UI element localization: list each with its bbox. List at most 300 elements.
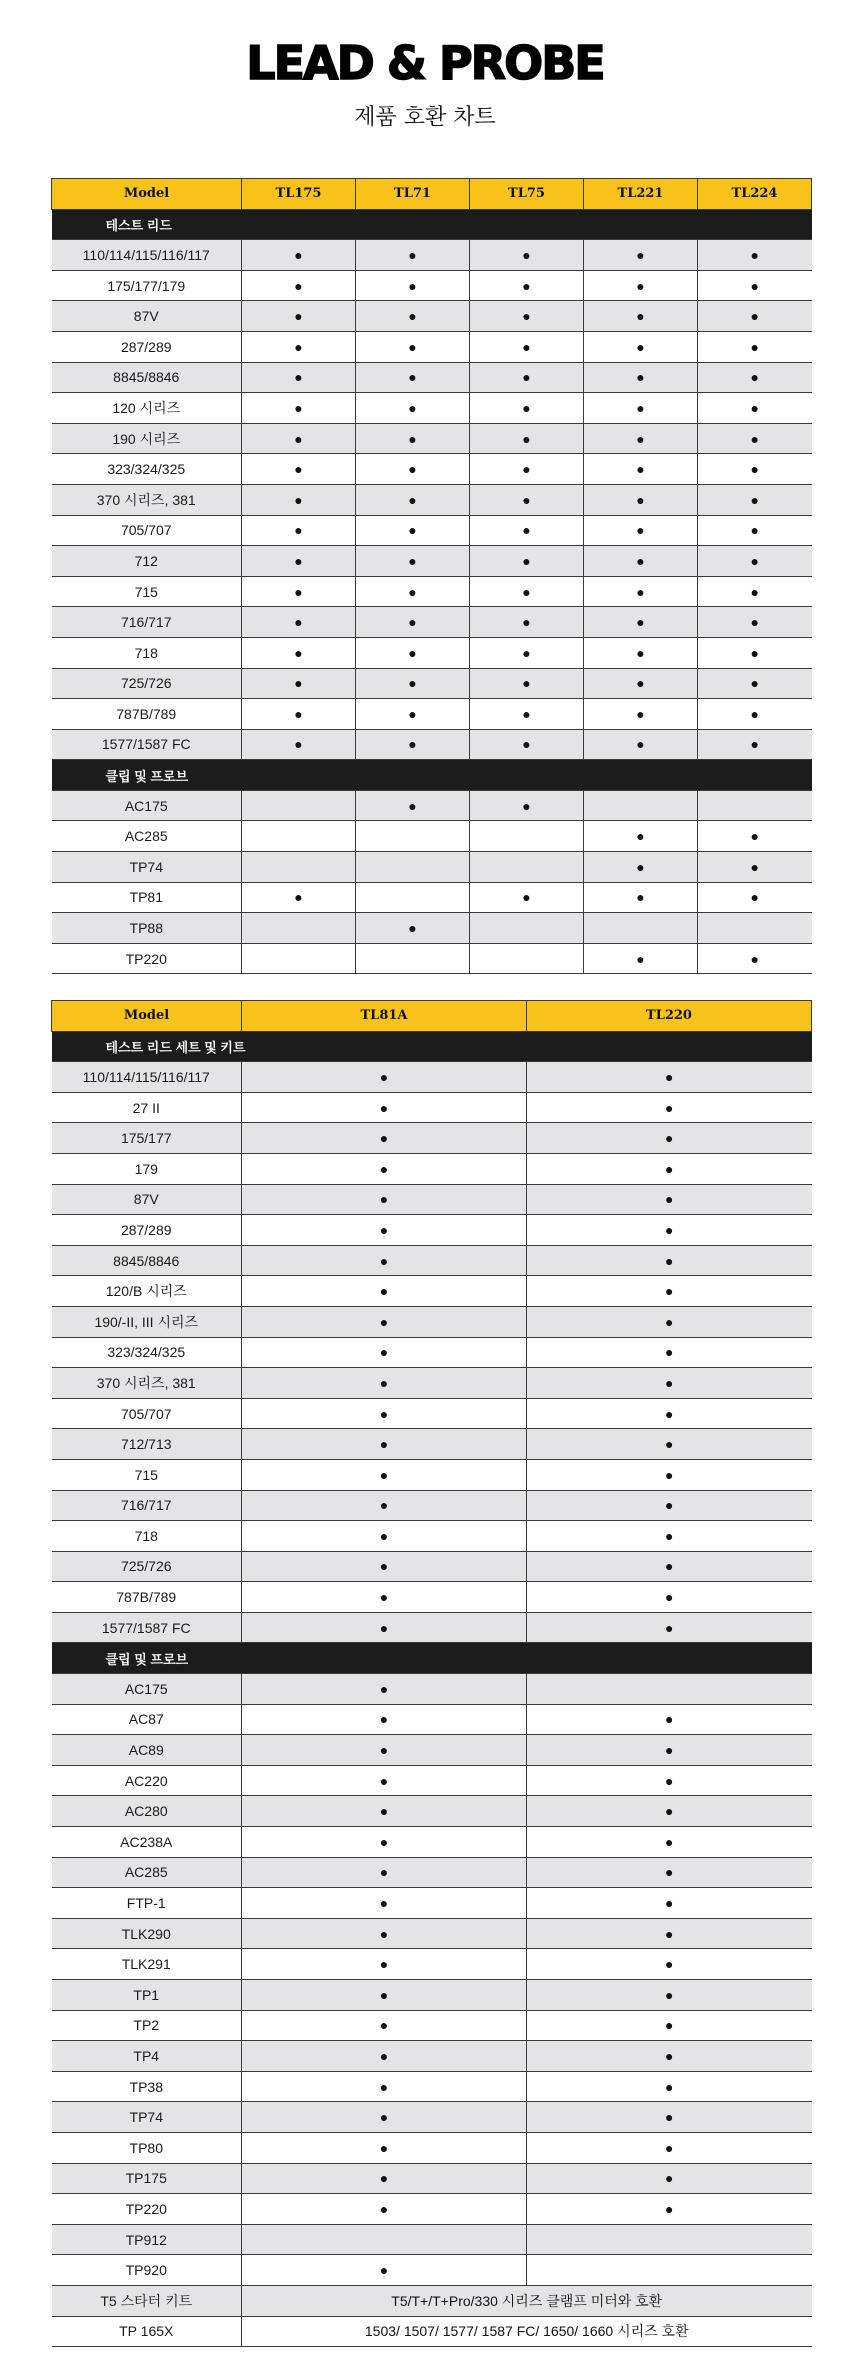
table-row [52,1827,812,1858]
compatible-dot: ● [470,790,584,821]
compatible-dot: ● [527,1184,812,1215]
compatible-dot: ● [470,882,584,913]
table-header-row [52,179,812,210]
compatible-dot: ● [242,1674,527,1705]
compatible-dot: ● [356,699,470,730]
compatible-dot: ● [698,240,812,271]
table-row [52,2285,812,2316]
compatible-dot: ● [698,270,812,301]
table-row [52,1551,812,1582]
table-row [52,2041,812,2072]
table-row [52,2102,812,2133]
compatible-dot: ● [242,270,356,301]
model-cell: 190 시리즈 [52,423,242,454]
model-cell: 705/707 [52,1398,242,1429]
compatible-dot: ● [527,1368,812,1399]
table-row [52,1735,812,1766]
empty-cell [356,821,470,852]
compatible-dot: ● [242,1765,527,1796]
compatible-dot: ● [698,454,812,485]
compatible-dot: ● [527,1459,812,1490]
compatible-dot: ● [242,1459,527,1490]
compatible-dot: ● [242,1368,527,1399]
model-cell: TP81 [52,882,242,913]
compatible-dot: ● [470,331,584,362]
compatible-dot: ● [242,2255,527,2286]
table-row [52,821,812,852]
compatible-dot: ● [470,576,584,607]
table-row [52,1490,812,1521]
compatible-dot: ● [527,2071,812,2102]
compatible-dot: ● [356,362,470,393]
compatible-dot: ● [242,1276,527,1307]
model-cell: AC280 [52,1796,242,1827]
compatible-dot: ● [242,1612,527,1643]
table-row [52,1765,812,1796]
compatible-dot: ● [242,1980,527,2011]
compatible-dot: ● [242,1827,527,1858]
model-cell: 175/177 [52,1123,242,1154]
section-header-row [52,1031,812,1062]
compatible-dot: ● [242,607,356,638]
model-cell: AC175 [52,1674,242,1705]
table-row [52,852,812,883]
compatible-dot: ● [242,1888,527,1919]
table-row [52,1980,812,2011]
table-row [52,882,812,913]
compatible-dot: ● [356,484,470,515]
table-row [52,790,812,821]
table-row [52,729,812,760]
compatible-dot: ● [527,1980,812,2011]
column-header: TL221 [584,179,698,210]
compatible-dot: ● [242,301,356,332]
compatible-dot: ● [584,301,698,332]
compatible-dot: ● [698,637,812,668]
compatible-dot: ● [584,331,698,362]
compatible-dot: ● [356,515,470,546]
table-row [52,2071,812,2102]
model-cell: 787B/789 [52,699,242,730]
compatible-dot: ● [470,423,584,454]
compatible-dot: ● [698,607,812,638]
page-title: LEAD & PROBE [246,36,604,90]
compatibility-table-2 [51,1000,812,2347]
compatible-dot: ● [242,1062,527,1093]
model-cell: 1577/1587 FC [52,729,242,760]
table-row [52,1888,812,1919]
compatible-dot: ● [584,240,698,271]
compatible-dot: ● [527,2010,812,2041]
compatible-dot: ● [527,1429,812,1460]
table-row [52,454,812,485]
model-cell: AC89 [52,1735,242,1766]
compatible-dot: ● [698,821,812,852]
compatible-dot: ● [242,2132,527,2163]
compatible-dot: ● [242,546,356,577]
table-row [52,668,812,699]
table-row [52,576,812,607]
model-cell: AC285 [52,821,242,852]
model-cell: 705/707 [52,515,242,546]
compatible-dot: ● [470,546,584,577]
model-cell: 323/324/325 [52,1337,242,1368]
empty-cell [242,913,356,944]
section-header-row [52,209,812,240]
model-cell: AC175 [52,790,242,821]
table-row [52,423,812,454]
column-header: TL71 [356,179,470,210]
section-label: 테스트 리드 [52,209,812,240]
table-row [52,1674,812,1705]
compatible-dot: ● [242,1184,527,1215]
compatible-dot: ● [242,1398,527,1429]
compatible-dot: ● [242,2163,527,2194]
compatible-dot: ● [584,576,698,607]
table-row [52,607,812,638]
compatible-dot: ● [527,1827,812,1858]
empty-cell [470,913,584,944]
compatible-dot: ● [242,331,356,362]
compatible-dot: ● [584,637,698,668]
compatible-dot: ● [242,1521,527,1552]
compatible-dot: ● [584,943,698,974]
empty-cell [527,2224,812,2255]
compatible-dot: ● [527,2102,812,2133]
table-row [52,1918,812,1949]
compatible-dot: ● [356,913,470,944]
empty-cell [356,943,470,974]
compatible-dot: ● [242,2071,527,2102]
model-cell: 725/726 [52,668,242,699]
empty-cell [470,943,584,974]
column-header: TL220 [527,1001,812,1032]
section-header-row [52,760,812,791]
compatible-dot: ● [527,2041,812,2072]
model-cell: TP88 [52,913,242,944]
model-cell: TP220 [52,2194,242,2225]
compatibility-note: 1503/ 1507/ 1577/ 1587 FC/ 1650/ 1660 시리즈 호환 [242,2316,812,2347]
compatible-dot: ● [242,1123,527,1154]
compatible-dot: ● [527,1276,812,1307]
model-cell: 712 [52,546,242,577]
compatible-dot: ● [242,1215,527,1246]
model-cell: 370 시리즈, 381 [52,484,242,515]
column-header-model: Model [52,1001,242,1032]
compatible-dot: ● [584,393,698,424]
table-row [52,1306,812,1337]
compatible-dot: ● [527,1490,812,1521]
table-row [52,1184,812,1215]
model-cell: TP1 [52,1980,242,2011]
compatible-dot: ● [527,1153,812,1184]
compatibility-table-1 [51,178,812,974]
compatible-dot: ● [242,1949,527,1980]
table-row [52,2132,812,2163]
compatible-dot: ● [356,637,470,668]
compatible-dot: ● [242,1796,527,1827]
compatible-dot: ● [242,699,356,730]
empty-cell [527,1674,812,1705]
compatible-dot: ● [242,1245,527,1276]
model-cell: AC285 [52,1857,242,1888]
table-row [52,240,812,271]
model-cell: TP 165X [52,2316,242,2347]
compatible-dot: ● [698,546,812,577]
table-row [52,546,812,577]
compatible-dot: ● [242,1582,527,1613]
compatible-dot: ● [242,2102,527,2133]
compatible-dot: ● [242,1735,527,1766]
compatible-dot: ● [527,1704,812,1735]
compatible-dot: ● [242,1153,527,1184]
compatibility-note: T5/T+/T+Pro/330 시리즈 클램프 미터와 호환 [242,2285,812,2316]
compatible-dot: ● [527,1796,812,1827]
table-row [52,1949,812,1980]
model-cell: TP74 [52,2102,242,2133]
compatible-dot: ● [527,1735,812,1766]
empty-cell [242,2224,527,2255]
model-cell: 27 II [52,1092,242,1123]
model-cell: 725/726 [52,1551,242,1582]
model-cell: 323/324/325 [52,454,242,485]
model-cell: 8845/8846 [52,1245,242,1276]
compatible-dot: ● [584,423,698,454]
table-row [52,2194,812,2225]
table-row [52,1215,812,1246]
compatible-dot: ● [356,393,470,424]
compatible-dot: ● [698,423,812,454]
table-row [52,1153,812,1184]
table-row [52,1368,812,1399]
model-cell: 179 [52,1153,242,1184]
compatible-dot: ● [527,1092,812,1123]
compatible-dot: ● [527,1062,812,1093]
section-label: 클립 및 프로브 [52,1643,812,1674]
compatible-dot: ● [584,515,698,546]
compatible-dot: ● [584,454,698,485]
table-row [52,331,812,362]
empty-cell [242,943,356,974]
compatible-dot: ● [242,576,356,607]
compatible-dot: ● [356,331,470,362]
model-cell: 787B/789 [52,1582,242,1613]
empty-cell [470,821,584,852]
compatible-dot: ● [242,1092,527,1123]
compatible-dot: ● [584,546,698,577]
table-row [52,699,812,730]
compatible-dot: ● [698,393,812,424]
empty-cell [527,2255,812,2286]
column-header: TL81A [242,1001,527,1032]
compatible-dot: ● [584,821,698,852]
column-header: TL175 [242,179,356,210]
compatible-dot: ● [242,454,356,485]
table-row [52,1612,812,1643]
column-header: TL75 [470,179,584,210]
compatible-dot: ● [242,668,356,699]
model-cell: TP4 [52,2041,242,2072]
compatible-dot: ● [527,1949,812,1980]
compatible-dot: ● [242,2010,527,2041]
compatible-dot: ● [356,546,470,577]
column-header-model: Model [52,179,242,210]
compatible-dot: ● [527,2163,812,2194]
compatible-dot: ● [356,270,470,301]
model-cell: TLK290 [52,1918,242,1949]
compatible-dot: ● [527,1306,812,1337]
compatible-dot: ● [698,699,812,730]
compatible-dot: ● [356,729,470,760]
compatible-dot: ● [698,729,812,760]
table-row [52,1459,812,1490]
model-cell: 715 [52,1459,242,1490]
empty-cell [356,852,470,883]
empty-cell [698,790,812,821]
compatible-dot: ● [242,1429,527,1460]
table-row [52,1337,812,1368]
compatible-dot: ● [527,1888,812,1919]
compatible-dot: ● [698,301,812,332]
model-cell: 120/B 시리즈 [52,1276,242,1307]
compatible-dot: ● [584,668,698,699]
compatible-dot: ● [527,1521,812,1552]
table-row [52,2163,812,2194]
model-cell: AC238A [52,1827,242,1858]
model-cell: 87V [52,301,242,332]
compatible-dot: ● [470,484,584,515]
compatible-dot: ● [527,1123,812,1154]
compatible-dot: ● [356,454,470,485]
compatible-dot: ● [584,699,698,730]
compatible-dot: ● [470,301,584,332]
empty-cell [470,852,584,883]
model-cell: TP80 [52,2132,242,2163]
table-row [52,943,812,974]
empty-cell [242,821,356,852]
compatible-dot: ● [356,576,470,607]
model-cell: 8845/8846 [52,362,242,393]
model-cell: 120 시리즈 [52,393,242,424]
compatible-dot: ● [470,270,584,301]
table-row [52,1704,812,1735]
model-cell: 110/114/115/116/117 [52,1062,242,1093]
model-cell: 175/177/179 [52,270,242,301]
empty-cell [356,882,470,913]
compatible-dot: ● [584,852,698,883]
table-row [52,1429,812,1460]
model-cell: TLK291 [52,1949,242,1980]
compatible-dot: ● [527,1215,812,1246]
table-row [52,2316,812,2347]
table-row [52,1582,812,1613]
table-header-row [52,1001,812,1032]
table-row [52,1062,812,1093]
compatible-dot: ● [242,393,356,424]
compatible-dot: ● [527,1918,812,1949]
table-row [52,913,812,944]
section-header-row [52,1643,812,1674]
table-row [52,1123,812,1154]
compatible-dot: ● [584,270,698,301]
model-cell: 87V [52,1184,242,1215]
model-cell: 287/289 [52,1215,242,1246]
model-cell: 718 [52,1521,242,1552]
table-row [52,1092,812,1123]
compatible-dot: ● [584,729,698,760]
model-cell: 716/717 [52,607,242,638]
compatible-dot: ● [242,1490,527,1521]
compatible-dot: ● [527,1857,812,1888]
compatible-dot: ● [242,2041,527,2072]
compatible-dot: ● [698,515,812,546]
table-row [52,1245,812,1276]
compatible-dot: ● [698,484,812,515]
table-row [52,270,812,301]
empty-cell [584,790,698,821]
compatible-dot: ● [584,362,698,393]
compatible-dot: ● [242,515,356,546]
compatible-dot: ● [470,699,584,730]
table-row [52,1276,812,1307]
model-cell: 718 [52,637,242,668]
compatible-dot: ● [356,668,470,699]
compatible-dot: ● [242,1857,527,1888]
compatible-dot: ● [242,729,356,760]
compatible-dot: ● [242,882,356,913]
compatible-dot: ● [242,1551,527,1582]
compatible-dot: ● [470,393,584,424]
compatible-dot: ● [698,852,812,883]
model-cell: FTP-1 [52,1888,242,1919]
table-row [52,2224,812,2255]
compatible-dot: ● [242,423,356,454]
table-row [52,362,812,393]
compatible-dot: ● [527,1612,812,1643]
model-cell: 716/717 [52,1490,242,1521]
compatible-dot: ● [584,607,698,638]
compatible-dot: ● [698,576,812,607]
model-cell: TP2 [52,2010,242,2041]
compatible-dot: ● [698,943,812,974]
model-cell: TP74 [52,852,242,883]
model-cell: 1577/1587 FC [52,1612,242,1643]
section-label: 테스트 리드 세트 및 키트 [52,1031,812,1062]
table-row [52,637,812,668]
table-row [52,301,812,332]
empty-cell [584,913,698,944]
compatible-dot: ● [242,1918,527,1949]
compatible-dot: ● [470,362,584,393]
compatible-dot: ● [527,1551,812,1582]
model-cell: TP920 [52,2255,242,2286]
compatible-dot: ● [527,2132,812,2163]
model-cell: 712/713 [52,1429,242,1460]
compatible-dot: ● [527,1245,812,1276]
compatible-dot: ● [242,1704,527,1735]
model-cell: TP175 [52,2163,242,2194]
model-cell: AC220 [52,1765,242,1796]
table-row [52,1857,812,1888]
compatible-dot: ● [242,240,356,271]
compatible-dot: ● [584,484,698,515]
compatible-dot: ● [470,668,584,699]
compatible-dot: ● [698,331,812,362]
table-row [52,1521,812,1552]
table-row [52,2255,812,2286]
page-subtitle: 제품 호환 차트 [354,105,496,130]
compatible-dot: ● [698,362,812,393]
